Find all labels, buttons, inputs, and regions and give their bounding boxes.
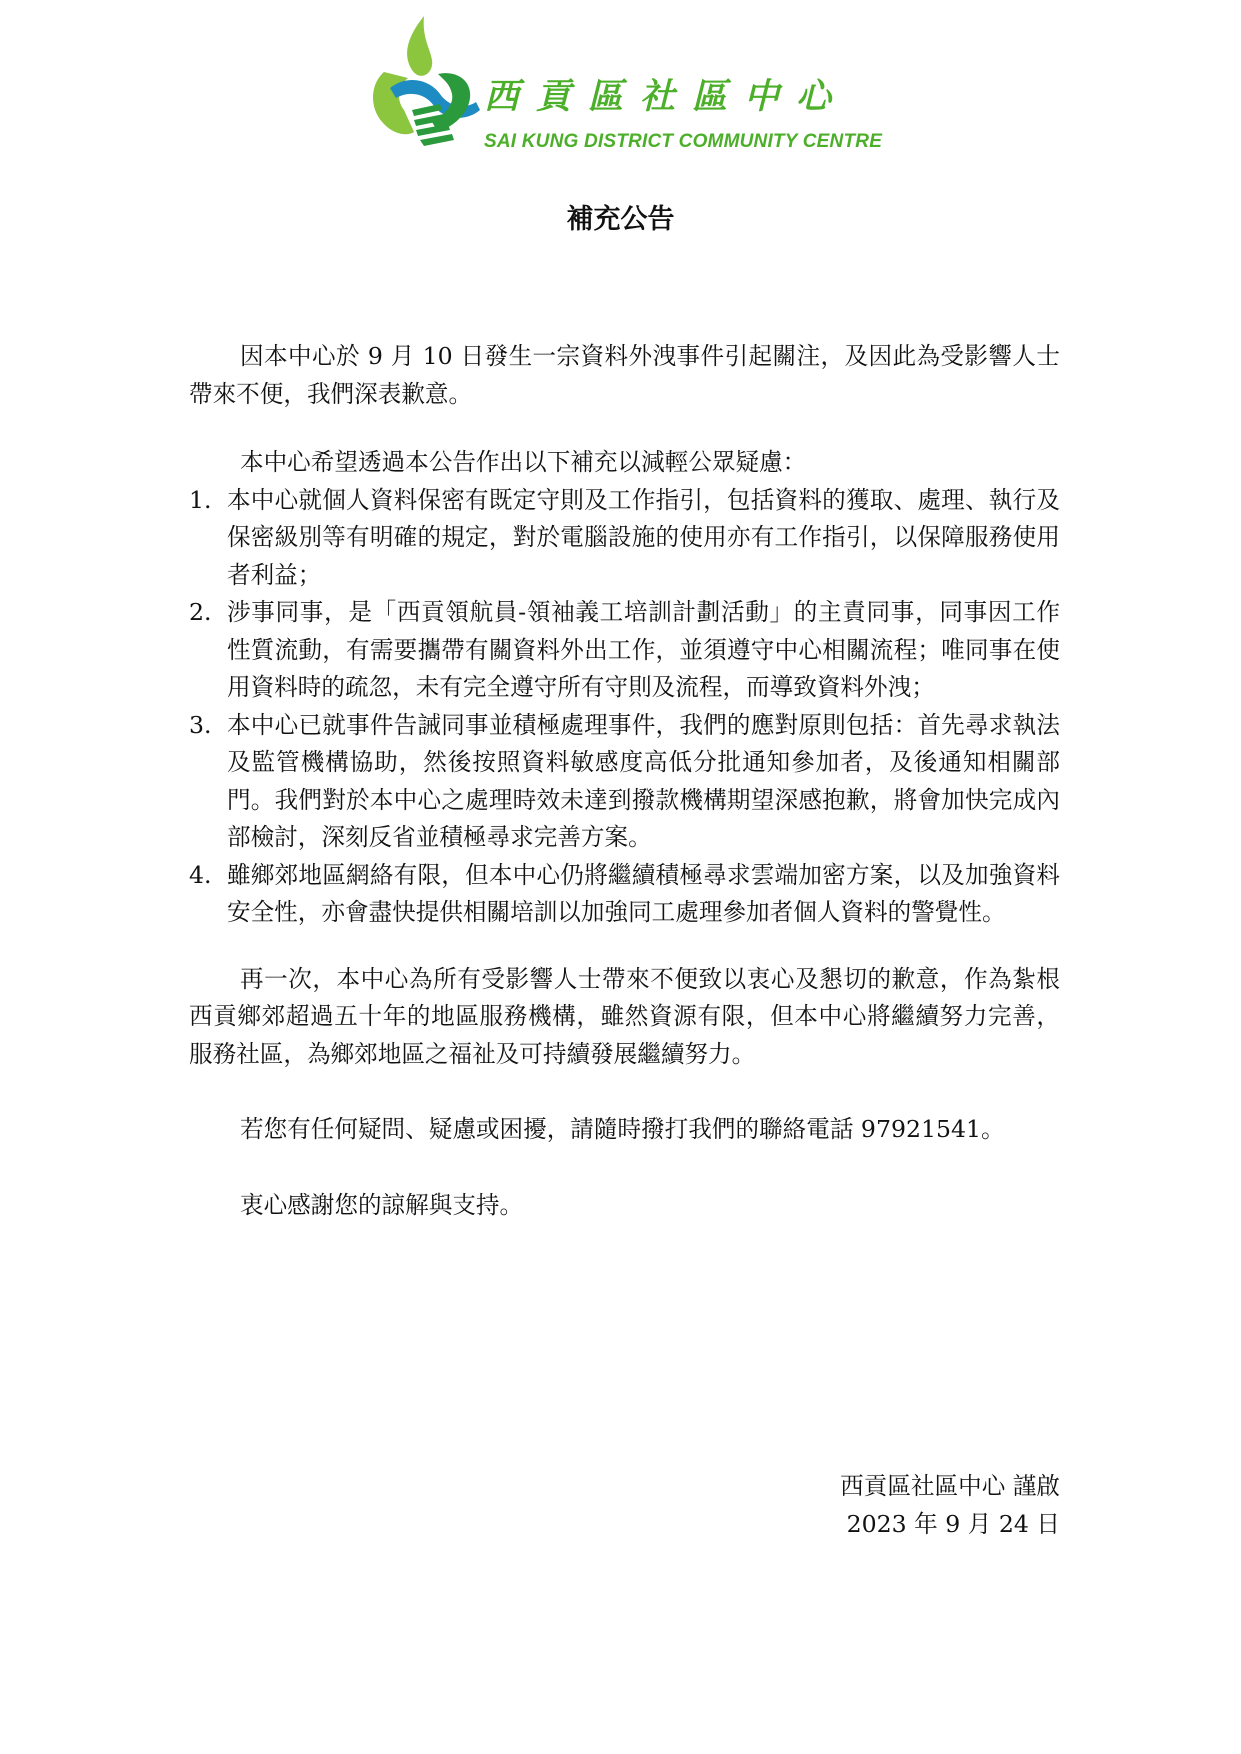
signature-block bbox=[840, 1468, 1060, 1543]
list-item-text: 涉事同事，是「西貢領航員-領袖義工培訓計劃活動」的主責同事，同事因工作性質流動，有需要攜帶有關資料外出工作，並須遵守中心相關流程；唯同事在使用資料時的疏忽，未有完全遵守所有守則及流程，而導致資料外洩； bbox=[227, 598, 1060, 701]
list-item bbox=[189, 482, 1060, 595]
list-item-text: 本中心已就事件告誡同事並積極處理事件，我們的應對原則包括：首先尋求執法及監管機構協助，然後按照資料敏感度高低分批通知參加者，及後通知相關部門。我們對於本中心之處理時效未達到撥款機構期望深感抱歉，將會加快完成內部檢討，深刻反省並積極尋求完善方案。 bbox=[227, 710, 1060, 851]
sai-kung-logo-mark-icon bbox=[368, 14, 488, 156]
logo bbox=[368, 14, 883, 156]
signature-org: 西貢區社區中心 謹啟 bbox=[840, 1472, 1060, 1500]
intro-paragraph: 因本中心於 9 月 10 日發生一宗資料外洩事件引起關注，及因此為受影響人士帶來不便，我們深表歉意。 bbox=[189, 342, 1060, 408]
list-item-text: 本中心就個人資料保密有既定守則及工作指引，包括資料的獲取、處理、執行及保密級別等有明確的規定，對於電腦設施的使用亦有工作指引，以保障服務使用者利益； bbox=[227, 485, 1060, 589]
list-item-number: 1. bbox=[189, 485, 212, 514]
signature-date: 2023 年 9 月 24 日 bbox=[846, 1509, 1060, 1538]
list-item-number: 3. bbox=[189, 710, 212, 739]
logo-chinese-name: 西貢區社區中心 bbox=[484, 77, 849, 117]
list-item-text: 雖鄉郊地區網絡有限，但本中心仍將繼續積極尋求雲端加密方案，以及加強資料安全性，亦會盡快提供相關培訓以加強同工處理參加者個人資料的警覺性。 bbox=[227, 860, 1060, 926]
list-item-number: 4. bbox=[189, 860, 212, 889]
list-item bbox=[189, 594, 1060, 707]
thanks-paragraph: 衷心感謝您的諒解與支持。 bbox=[240, 1190, 524, 1219]
logo-english-name: SAI KUNG DISTRICT COMMUNITY CENTRE bbox=[484, 131, 883, 152]
notice-body bbox=[189, 338, 1060, 1224]
contact-paragraph: 若您有任何疑問、疑慮或困擾，請隨時撥打我們的聯絡電話 97921541。 bbox=[240, 1115, 1005, 1143]
page-title: 補充公告 bbox=[566, 204, 675, 235]
clarification-list bbox=[189, 482, 1060, 932]
list-item bbox=[189, 707, 1060, 857]
list-item bbox=[189, 857, 1060, 932]
apology-paragraph: 再一次，本中心為所有受影響人士帶來不便致以衷心及懇切的歉意，作為紮根西貢鄉郊超過五十年的地區服務機構，雖然資源有限，但本中心將繼續努力完善，服務社區，為鄉郊地區之福祉及可持續發展繼續努力。 bbox=[189, 964, 1060, 1068]
list-item-number: 2. bbox=[189, 598, 212, 626]
lead-paragraph: 本中心希望透過本公告作出以下補充以減輕公眾疑慮： bbox=[240, 448, 807, 476]
